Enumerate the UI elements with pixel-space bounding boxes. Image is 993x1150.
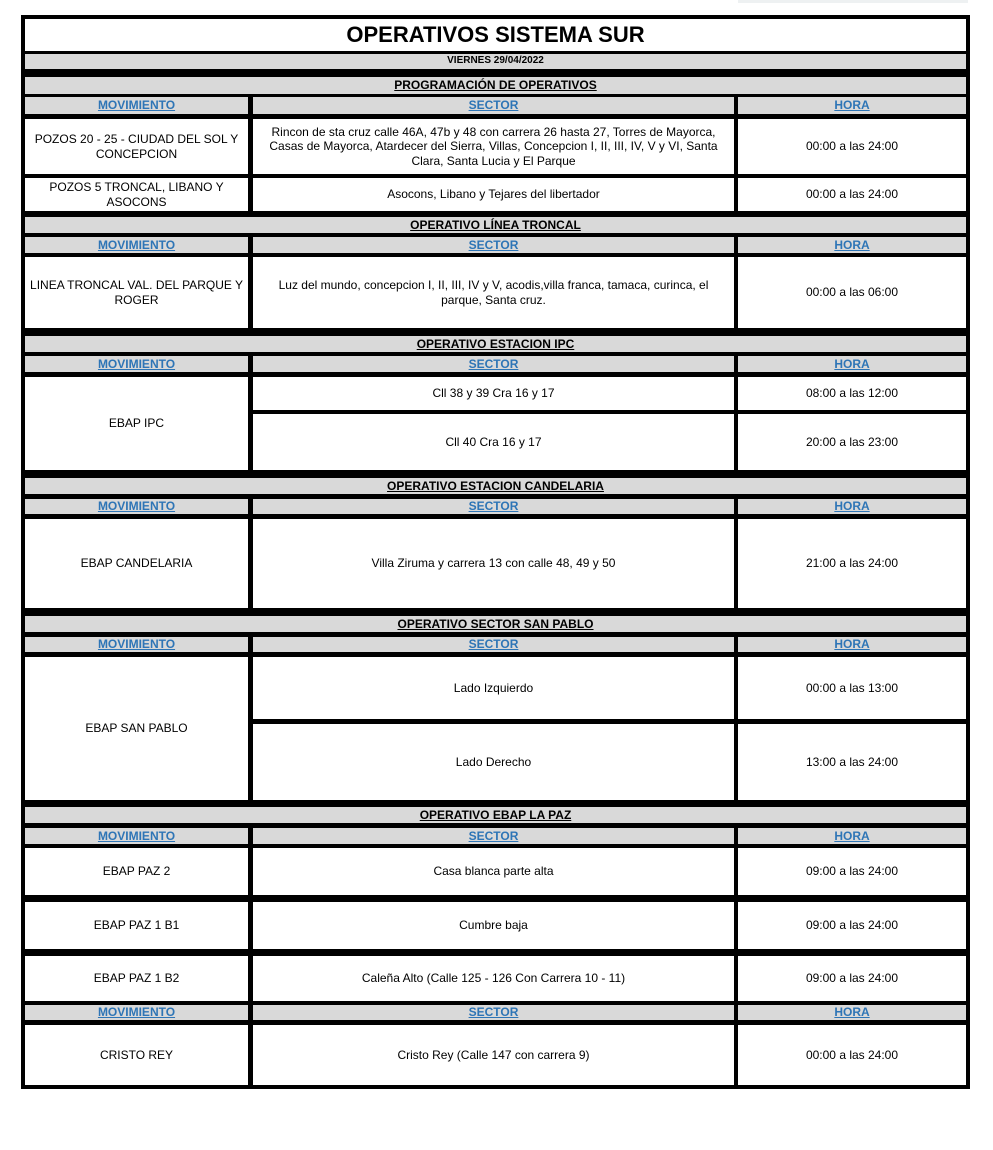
sector-cell: Villa Ziruma y carrera 13 con calle 48, 49 y 50 <box>253 519 734 608</box>
sector-cell: Cristo Rey (Calle 147 con carrera 9) <box>253 1025 734 1085</box>
header-movimiento: MOVIMIENTO <box>25 237 248 253</box>
corner-strip <box>738 0 968 3</box>
sector-cell: Asocons, Libano y Tejares del libertador <box>253 178 734 211</box>
section-title: OPERATIVO LÍNEA TRONCAL <box>25 217 966 233</box>
hora-cell: 09:00 a las 24:00 <box>738 956 966 1001</box>
hora-cell: 09:00 a las 24:00 <box>738 848 966 895</box>
section-title: OPERATIVO ESTACION IPC <box>25 336 966 352</box>
hora-cell: 13:00 a las 24:00 <box>738 724 966 800</box>
header-sector: SECTOR <box>253 1005 734 1020</box>
schedule-sheet <box>21 15 970 1089</box>
header-sector: SECTOR <box>253 237 734 253</box>
movimiento-cell: EBAP PAZ 1 B1 <box>25 902 248 949</box>
hora-cell: 00:00 a las 13:00 <box>738 657 966 719</box>
header-hora: HORA <box>738 637 966 652</box>
hora-cell: 20:00 a las 23:00 <box>738 414 966 470</box>
sector-cell: Cumbre baja <box>253 902 734 949</box>
header-sector: SECTOR <box>253 499 734 514</box>
sector-cell: Rincon de sta cruz calle 46A, 47b y 48 con carrera 26 hasta 27, Torres de Mayorca, Casas de Mayorca, Atardecer del Sierra, Villas, Concepcion I, II, III, IV, V y VI, Santa Clara, Santa Lucia y El Parque <box>253 119 734 174</box>
header-movimiento: MOVIMIENTO <box>25 637 248 652</box>
sector-cell: Lado Izquierdo <box>253 657 734 719</box>
section-title: PROGRAMACIÓN DE OPERATIVOS <box>25 77 966 94</box>
section-title: OPERATIVO SECTOR SAN PABLO <box>25 616 966 632</box>
movimiento-cell: CRISTO REY <box>25 1025 248 1085</box>
sector-cell: Casa blanca parte alta <box>253 848 734 895</box>
sector-cell: Caleña Alto (Calle 125 - 126 Con Carrera 10 - 11) <box>253 956 734 1001</box>
header-movimiento: MOVIMIENTO <box>25 1005 248 1020</box>
movimiento-cell: EBAP PAZ 2 <box>25 848 248 895</box>
header-hora: HORA <box>738 97 966 114</box>
header-movimiento: MOVIMIENTO <box>25 356 248 372</box>
movimiento-cell: EBAP IPC <box>25 377 248 470</box>
section-title: OPERATIVO ESTACION CANDELARIA <box>25 478 966 494</box>
movimiento-cell: EBAP SAN PABLO <box>25 657 248 800</box>
movimiento-cell: LINEA TRONCAL VAL. DEL PARQUE Y ROGER <box>25 257 248 328</box>
sector-cell: Luz del mundo, concepcion I, II, III, IV y V, acodis,villa franca, tamaca, curinca, el parque, Santa cruz. <box>253 257 734 328</box>
hora-cell: 08:00 a las 12:00 <box>738 377 966 410</box>
hora-cell: 00:00 a las 24:00 <box>738 119 966 174</box>
header-hora: HORA <box>738 828 966 844</box>
header-movimiento: MOVIMIENTO <box>25 828 248 844</box>
header-hora: HORA <box>738 237 966 253</box>
header-movimiento: MOVIMIENTO <box>25 97 248 114</box>
movimiento-cell: POZOS 5 TRONCAL, LIBANO Y ASOCONS <box>25 178 248 211</box>
header-hora: HORA <box>738 356 966 372</box>
hora-cell: 00:00 a las 06:00 <box>738 257 966 328</box>
movimiento-cell: EBAP PAZ 1 B2 <box>25 956 248 1001</box>
page-title: OPERATIVOS SISTEMA SUR <box>25 19 966 51</box>
sector-cell: Cll 40 Cra 16 y 17 <box>253 414 734 470</box>
header-hora: HORA <box>738 499 966 514</box>
header-hora: HORA <box>738 1005 966 1020</box>
section-title: OPERATIVO EBAP LA PAZ <box>25 807 966 823</box>
header-sector: SECTOR <box>253 97 734 114</box>
hora-cell: 00:00 a las 24:00 <box>738 178 966 211</box>
sector-cell: Cll 38 y 39 Cra 16 y 17 <box>253 377 734 410</box>
header-sector: SECTOR <box>253 828 734 844</box>
sector-cell: Lado Derecho <box>253 724 734 800</box>
report-date: VIERNES 29/04/2022 <box>25 54 966 69</box>
movimiento-cell: EBAP CANDELARIA <box>25 519 248 608</box>
hora-cell: 00:00 a las 24:00 <box>738 1025 966 1085</box>
header-movimiento: MOVIMIENTO <box>25 499 248 514</box>
hora-cell: 21:00 a las 24:00 <box>738 519 966 608</box>
header-sector: SECTOR <box>253 356 734 372</box>
hora-cell: 09:00 a las 24:00 <box>738 902 966 949</box>
header-sector: SECTOR <box>253 637 734 652</box>
movimiento-cell: POZOS 20 - 25 - CIUDAD DEL SOL Y CONCEPCION <box>25 119 248 174</box>
